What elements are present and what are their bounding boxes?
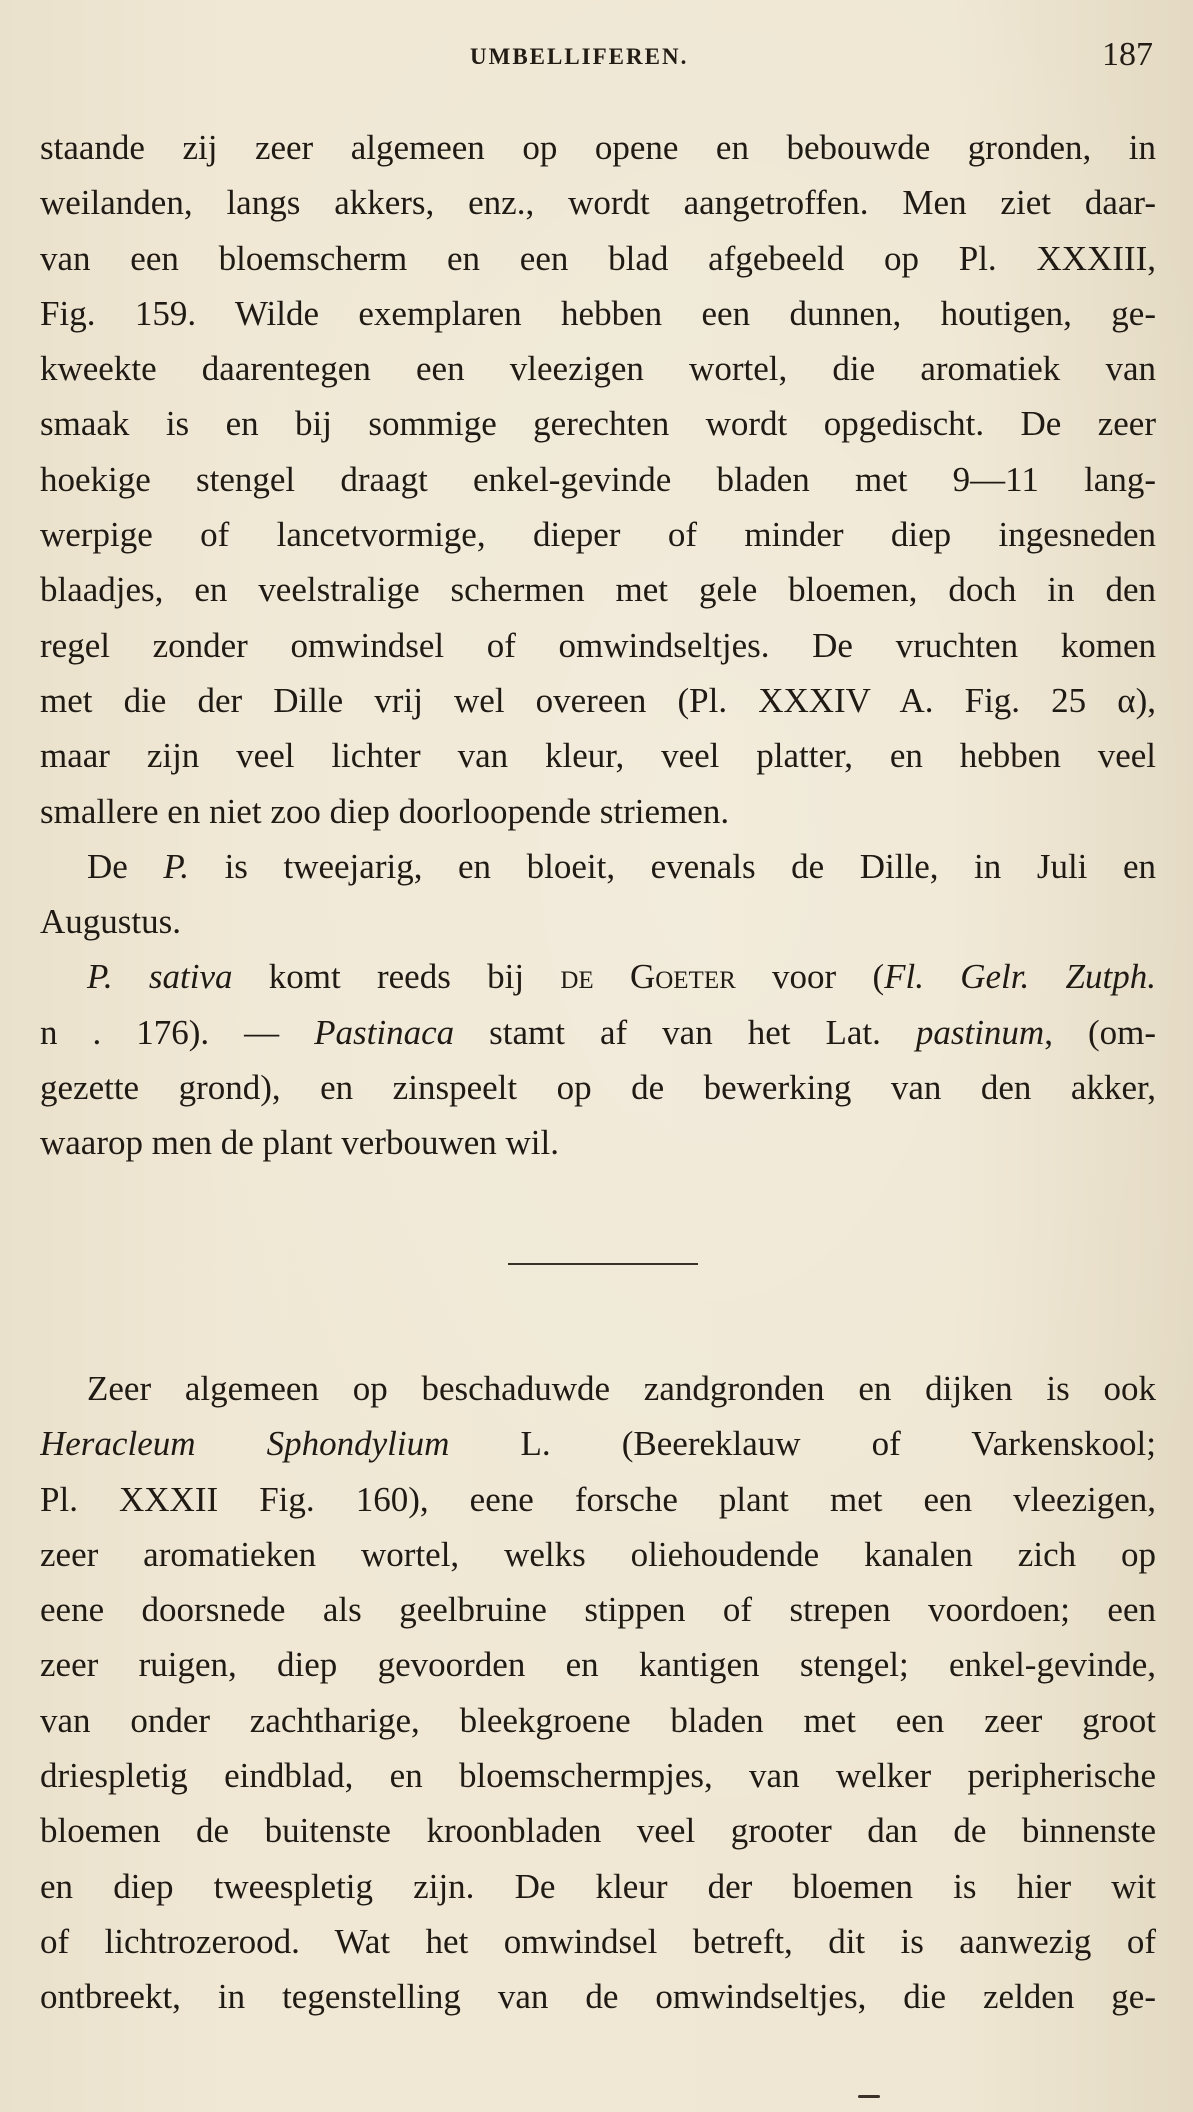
text-line: kweekte daarentegen een vleezigen wortel, die aromatiek van [40,349,1156,389]
text-line: zeer ruigen, diep gevoorden en kantigen stengel; enkel-gevinde, [40,1645,1156,1685]
paragraph-etymology [40,949,1156,1170]
italic-latin-word: pastinum [915,1012,1045,1052]
text-line: met die der Dille vrij wel overeen (Pl. XXXIV A. Fig. 25 α), [40,680,1156,720]
text-line: regel zonder omwindsel of omwindseltjes. De vruchten komen [40,625,1156,665]
text-run: De [87,846,164,886]
text-line [40,1416,1156,1471]
text-line: van een bloemscherm en een blad afgebeeld op Pl. XXXIII, [40,238,1156,278]
text-line: maar zijn veel lichter van kleur, veel platter, en hebben veel [40,736,1156,776]
text-line: Fig. 159. Wilde exemplaren hebben een dunnen, houtigen, ge- [40,293,1156,333]
text-line: gezette grond), en zinspeelt op de bewerking van den akker, [40,1068,1156,1108]
text-line: Zeer algemeen op beschaduwde zandgronden en dijken is ook [87,1369,1156,1408]
text-line: werpige of lancetvormige, dieper of minder diep ingesneden [40,515,1156,555]
text-line: en diep tweespletig zijn. De kleur der bloemen is hier wit [40,1866,1156,1906]
text-line [40,949,1156,1004]
italic-reference: Fl. Gelr. Zutph. [884,957,1156,997]
author-smallcaps: de Goeter [560,957,736,997]
text-line: van onder zachtharige, bleekgroene bladen met een zeer groot [40,1700,1156,1740]
text-line [40,839,1156,894]
text-run: komt reeds bij [232,957,561,997]
section-divider [508,1263,698,1265]
text-line: smaak is en bij sommige gerechten wordt opgedischt. De zeer [40,404,1156,444]
paragraph-flowering [40,839,1156,950]
text-line: waarop men de plant verbouwen wil. [40,1123,560,1163]
text-run: L. (Beereklauw of Varkenskool; [449,1424,1156,1464]
paragraph-heracleum [40,1361,1156,2025]
italic-genus-abbrev: P. [163,846,190,886]
text-line: smallere en niet zoo diep doorloopende striemen. [40,791,730,831]
text-run: , (om- [1044,1012,1156,1052]
text-line: ontbreekt, in tegenstelling van de omwindseltjes, die zelden ge- [40,1977,1156,2017]
text-run: is tweejarig, en bloeit, evenals de Dille, in Juli en [189,846,1156,886]
printing-mark [858,2095,880,2098]
text-line: of lichtrozerood. Wat het omwindsel betreft, dit is aanwezig of [40,1921,1156,1961]
text-run: n . 176). — [40,1012,315,1052]
running-head: UMBELLIFEREN. [470,44,689,69]
text-line: eene doorsnede als geelbruine stippen of strepen voordoen; een [40,1590,1156,1630]
text-line: zeer aromatieken wortel, welks oliehoudende kanalen zich op [40,1534,1156,1574]
italic-genus-name: Pastinaca [314,1012,455,1052]
italic-species-name: Heracleum Sphondylium [40,1424,450,1464]
text-run: stamt af van het Lat. [454,1012,916,1052]
page-header [0,36,1193,76]
text-line: Pl. XXXII Fig. 160), eene forsche plant met een vleezigen, [40,1479,1156,1519]
upper-text-block [40,120,1156,1171]
text-line: blaadjes, en veelstralige schermen met gele bloemen, doch in den [40,570,1156,610]
text-line [40,1005,1156,1060]
text-line: hoekige stengel draagt enkel-gevinde bladen met 9—11 lang- [40,459,1156,499]
text-line: driespletig eindblad, en bloemschermpjes, van welker peripherische [40,1756,1156,1796]
text-line: staande zij zeer algemeen op opene en bebouwde gronden, in [40,128,1156,167]
text-run: voor ( [735,957,885,997]
text-line: Augustus. [40,902,181,942]
page-number: 187 [1102,36,1153,73]
text-line: bloemen de buitenste kroonbladen veel grooter dan de binnenste [40,1811,1156,1851]
italic-species-name: P. sativa [87,957,233,997]
text-line: weilanden, langs akkers, enz., wordt aangetroffen. Men ziet daar- [40,183,1156,223]
paragraph-pastinaca-description [40,120,1156,839]
